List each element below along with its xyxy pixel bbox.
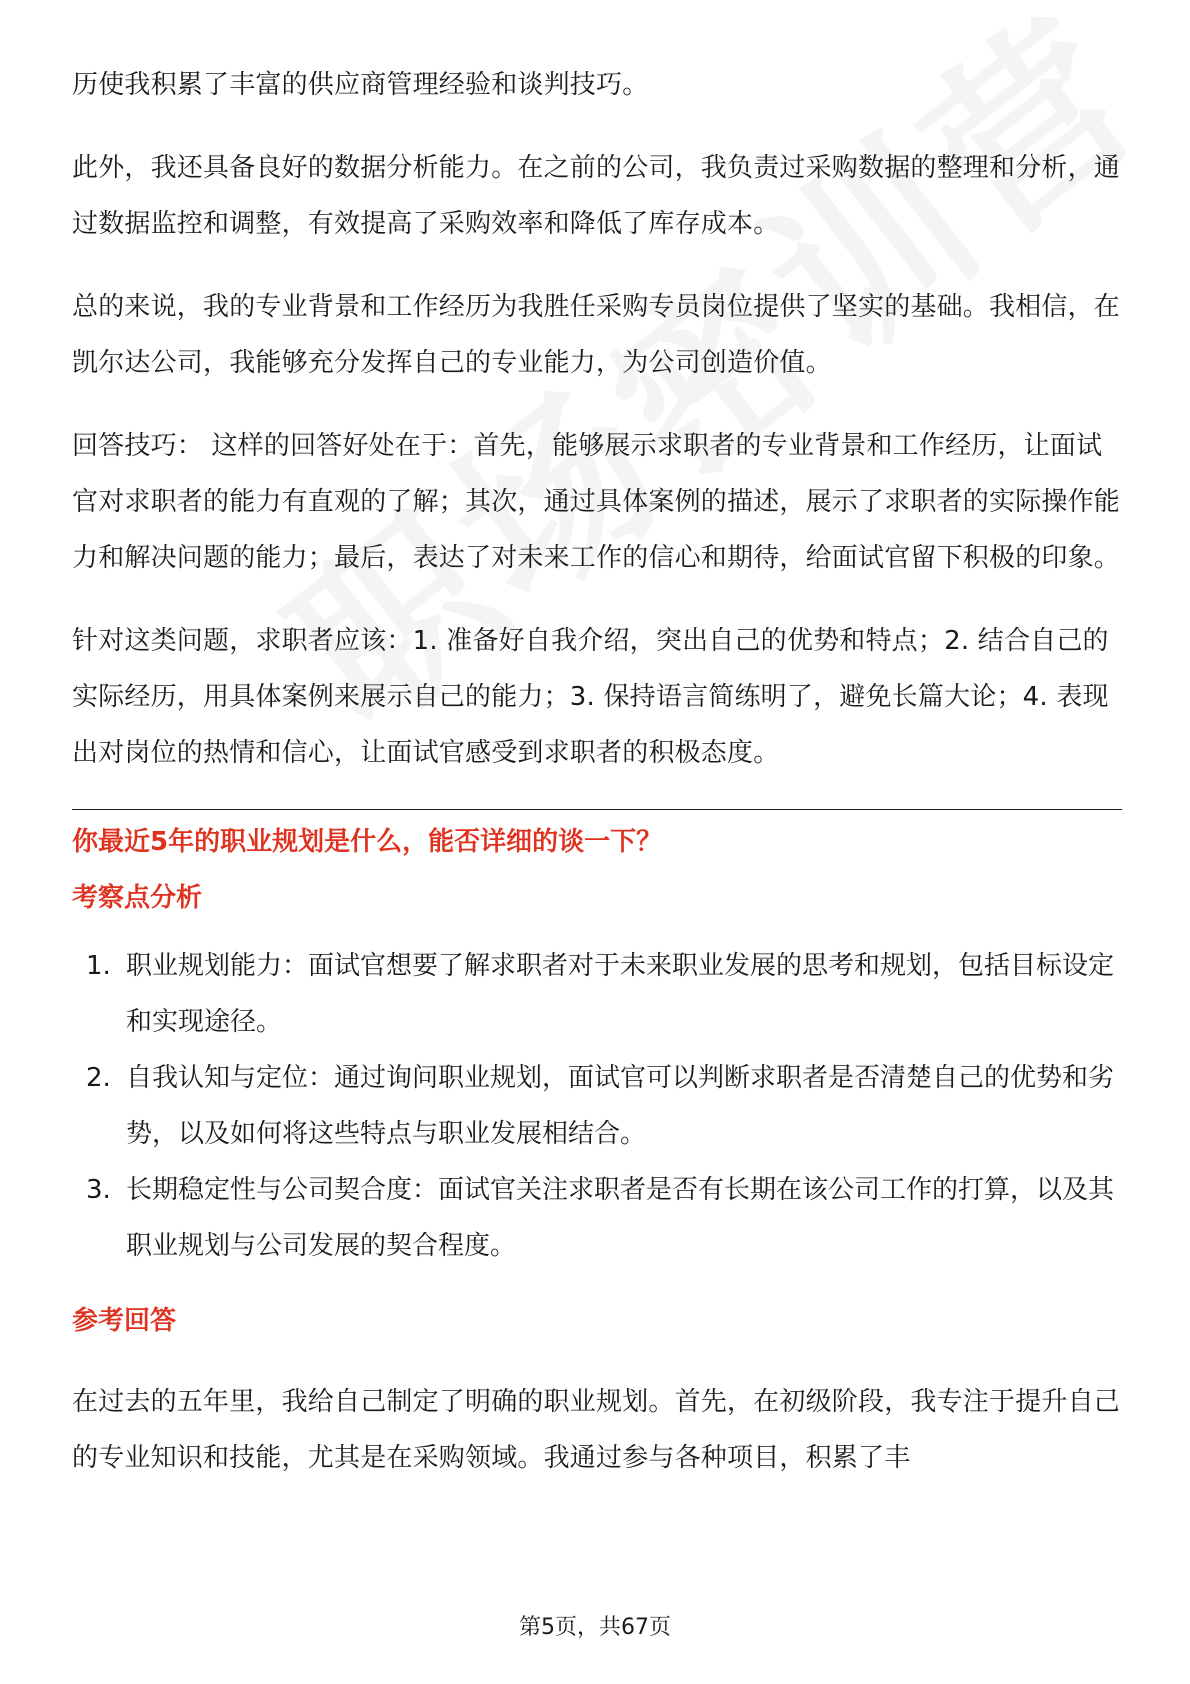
- paragraph-continuation: 历使我积累了丰富的供应商管理经验和谈判技巧。: [72, 70, 649, 100]
- list-item: [72, 938, 1122, 1050]
- reference-answer: 在过去的五年里，我给自己制定了明确的职业规划。首先，在初级阶段，我专注于提升自己的专业知识和技能，尤其是在采购领域。我通过参与各种项目，积累了丰: [72, 1387, 1121, 1473]
- reference-heading: 参考回答: [72, 1306, 177, 1336]
- paragraph-data-analysis: 此外，我还具备良好的数据分析能力。在之前的公司，我负责过采购数据的整理和分析，通过数据监控和调整，有效提高了采购效率和降低了库存成本。: [72, 153, 1121, 239]
- question-title: 你最近5年的职业规划是什么，能否详细的谈一下？: [72, 827, 663, 857]
- list-item: [72, 1162, 1122, 1274]
- list-item-number: 3.: [86, 1175, 111, 1205]
- list-item: [72, 1050, 1122, 1162]
- list-item-number: 1.: [86, 951, 111, 981]
- paragraph-summary: 总的来说，我的专业背景和工作经历为我胜任采购专员岗位提供了坚实的基础。我相信，在凯尔达公司，我能够充分发挥自己的专业能力，为公司创造价值。: [72, 292, 1121, 378]
- page-content: [72, 0, 1122, 1486]
- section-divider: [72, 809, 1122, 810]
- paragraph-answer-tips: 回答技巧： 这样的回答好处在于：首先，能够展示求职者的专业背景和工作经历，让面试官对求职者的能力有直观的了解；其次，通过具体案例的描述，展示了求职者的实际操作能力和解决问题的能力；最后，表达了对未来工作的信心和期待，给面试官留下积极的印象。: [72, 431, 1121, 573]
- page-number: 第5页，共67页: [519, 1615, 671, 1640]
- analysis-heading: 考察点分析: [72, 883, 203, 913]
- analysis-points-list: [72, 938, 1122, 1274]
- paragraph-advice: 针对这类问题，求职者应该：1. 准备好自我介绍，突出自己的优势和特点；2. 结合自己的实际经历，用具体案例来展示自己的能力；3. 保持语言简练明了，避免长篇大论；4. 表现出对岗位的热情和信心，让面试官感受到求职者的积极态度。: [72, 626, 1109, 768]
- list-item-text: 职业规划能力：面试官想要了解求职者对于未来职业发展的思考和规划，包括目标设定和实现途径。: [126, 951, 1115, 1037]
- list-item-text: 长期稳定性与公司契合度：面试官关注求职者是否有长期在该公司工作的打算，以及其职业规划与公司发展的契合程度。: [126, 1175, 1115, 1261]
- list-item-number: 2.: [86, 1063, 111, 1093]
- list-item-text: 自我认知与定位：通过询问职业规划，面试官可以判断求职者是否清楚自己的优势和劣势，以及如何将这些特点与职业发展相结合。: [126, 1063, 1115, 1149]
